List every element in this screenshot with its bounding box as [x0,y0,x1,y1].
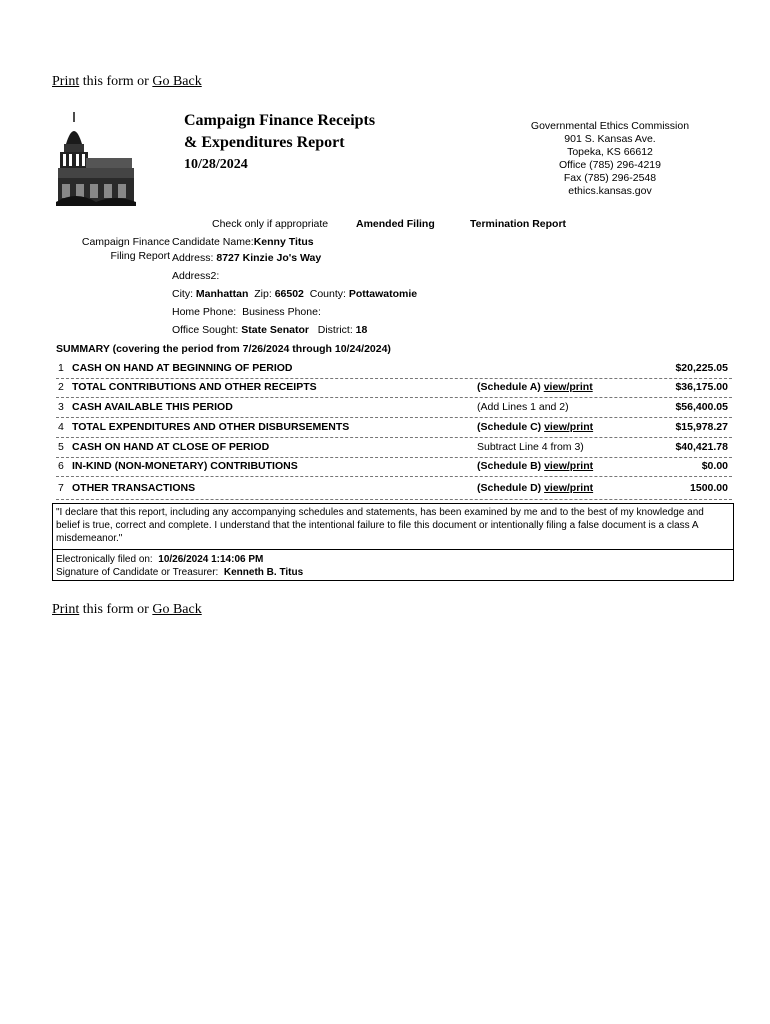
signature-label: Signature of Candidate or Treasurer: [56,567,219,578]
commission-website: ethics.kansas.gov [568,185,652,197]
row-schedule [477,421,593,433]
summary-row [56,460,732,476]
row-label: CASH AVAILABLE THIS PERIOD [72,401,233,413]
schedule-label: (Schedule B) [477,460,545,472]
row-label: TOTAL EXPENDITURES AND OTHER DISBURSEMENTS [72,421,350,433]
row-label: CASH ON HAND AT CLOSE OF PERIOD [72,441,270,453]
commission-street: 901 S. Kansas Ave. [564,133,656,145]
schedule-d-view-print-link[interactable]: view/print [544,482,594,494]
commission-name: Governmental Ethics Commission [530,120,690,132]
business-phone-label: Business Phone: [242,306,321,318]
row-amount: $36,175.00 [675,381,728,393]
row-label: TOTAL CONTRIBUTIONS AND OTHER RECEIPTS [72,381,317,393]
row-label: IN-KIND (NON-MONETARY) CONTRIBUTIONS [72,460,298,472]
row-number: 1 [58,362,64,374]
print-link[interactable]: Print [52,74,80,89]
zip-label: Zip: [254,288,272,300]
candidate-name-label: Candidate Name: [172,236,254,248]
summary-row [56,362,732,378]
schedule-b-view-print-link[interactable]: view/print [544,460,594,472]
office-line [172,321,417,339]
row-divider [56,397,732,398]
candidate-info [172,235,417,339]
row-number: 6 [58,460,64,472]
candidate-county: Pottawatomie [348,288,418,300]
candidate-zip: 66502 [274,288,304,300]
filed-date: 10/26/2024 1:14:06 PM [158,554,264,565]
summary-row [56,381,732,397]
schedule-c-view-print-link[interactable]: view/print [544,421,594,433]
check-label: Check only if appropriate [212,218,329,230]
schedule-label: (Schedule D) [477,482,545,494]
summary-row [56,401,732,417]
commission-address [522,120,698,198]
row-schedule [477,482,593,494]
candidate-city: Manhattan [195,288,249,300]
title-line-2: & Expenditures Report [184,134,345,151]
row-amount: $20,225.05 [675,362,728,374]
go-back-link[interactable]: Go Back [152,602,202,617]
row-number: 2 [58,381,64,393]
filing-report-label-line2: Filing Report [110,250,170,262]
office-sought: State Senator [241,324,309,336]
home-phone-label: Home Phone: [172,306,237,318]
commission-city: Topeka, KS 66612 [567,146,653,158]
summary-row [56,421,732,437]
bottom-nav [52,602,202,618]
declaration-text: "I declare that this report, including any accompanying schedules and statements, has been examined by me and to the best of my knowledge and belief is true, correct and complete. I understand that the intentional failure to file this document or intentionally filing a false document is a class A misdemeanor." [53,504,733,550]
address-label: Address: [172,252,214,264]
schedule-a-view-print-link[interactable]: view/print [543,381,593,393]
row-amount: $0.00 [701,460,728,472]
kansas-capitol-seal-icon [56,110,136,206]
go-back-link[interactable]: Go Back [152,74,202,89]
row-schedule [477,460,593,472]
report-title [184,110,375,176]
row-number: 7 [58,482,64,494]
summary-heading: SUMMARY (covering the period from 7/26/2024 through 10/24/2024) [56,343,391,355]
schedule-label: (Schedule A) [477,381,544,393]
row-schedule [477,381,593,393]
summary-row [56,482,732,498]
row-schedule: (Add Lines 1 and 2) [477,401,569,413]
commission-phone: Office (785) 296-4219 [559,159,661,171]
amended-filing-option[interactable]: Amended Filing [356,218,435,230]
top-nav [52,74,202,90]
report-date: 10/28/2024 [184,157,248,172]
row-schedule: Subtract Line 4 from 3) [477,441,584,453]
candidate-name: Kenny Titus [253,236,314,248]
row-divider [56,417,732,418]
row-label: OTHER TRANSACTIONS [72,482,196,494]
schedule-label: (Schedule C) [477,421,545,433]
title-line-1: Campaign Finance Receipts [184,112,376,129]
candidate-address-line [172,249,417,267]
row-divider [56,378,732,379]
row-amount: 1500.00 [690,482,728,494]
row-number: 4 [58,421,64,433]
row-divider [56,457,732,458]
row-divider [56,437,732,438]
county-label: County: [309,288,346,300]
candidate-address: 8727 Kinzie Jo's Way [216,252,322,264]
summary-row [56,441,732,457]
candidate-name-line [172,235,417,249]
signature-name: Kenneth B. Titus [223,567,304,578]
address2-line [172,267,417,285]
signature-block [53,550,733,582]
termination-report-option[interactable]: Termination Report [470,218,567,230]
row-divider [56,476,732,477]
print-link[interactable]: Print [52,602,80,617]
address2-label: Address2: [172,270,220,282]
row-divider [56,499,732,500]
row-label: CASH ON HAND AT BEGINNING OF PERIOD [72,362,293,374]
office-sought-label: Office Sought: [172,324,239,336]
city-label: City: [172,288,193,300]
city-line [172,285,417,303]
signature-line [56,566,730,579]
filed-line [56,553,730,566]
nav-text: this form or [79,602,153,617]
row-number: 3 [58,401,64,413]
row-number: 5 [58,441,64,453]
district: 18 [355,324,368,336]
filed-label: Electronically filed on: [56,554,153,565]
row-amount: $15,978.27 [675,421,728,433]
declaration-box [52,503,734,581]
filing-report-label-line1: Campaign Finance [81,236,170,248]
row-amount: $40,421.78 [675,441,728,453]
filing-report-label [60,235,170,263]
district-label: District: [317,324,353,336]
nav-text: this form or [79,74,153,89]
commission-fax: Fax (785) 296-2548 [563,172,657,184]
row-amount: $56,400.05 [675,401,728,413]
phone-line [172,303,417,321]
